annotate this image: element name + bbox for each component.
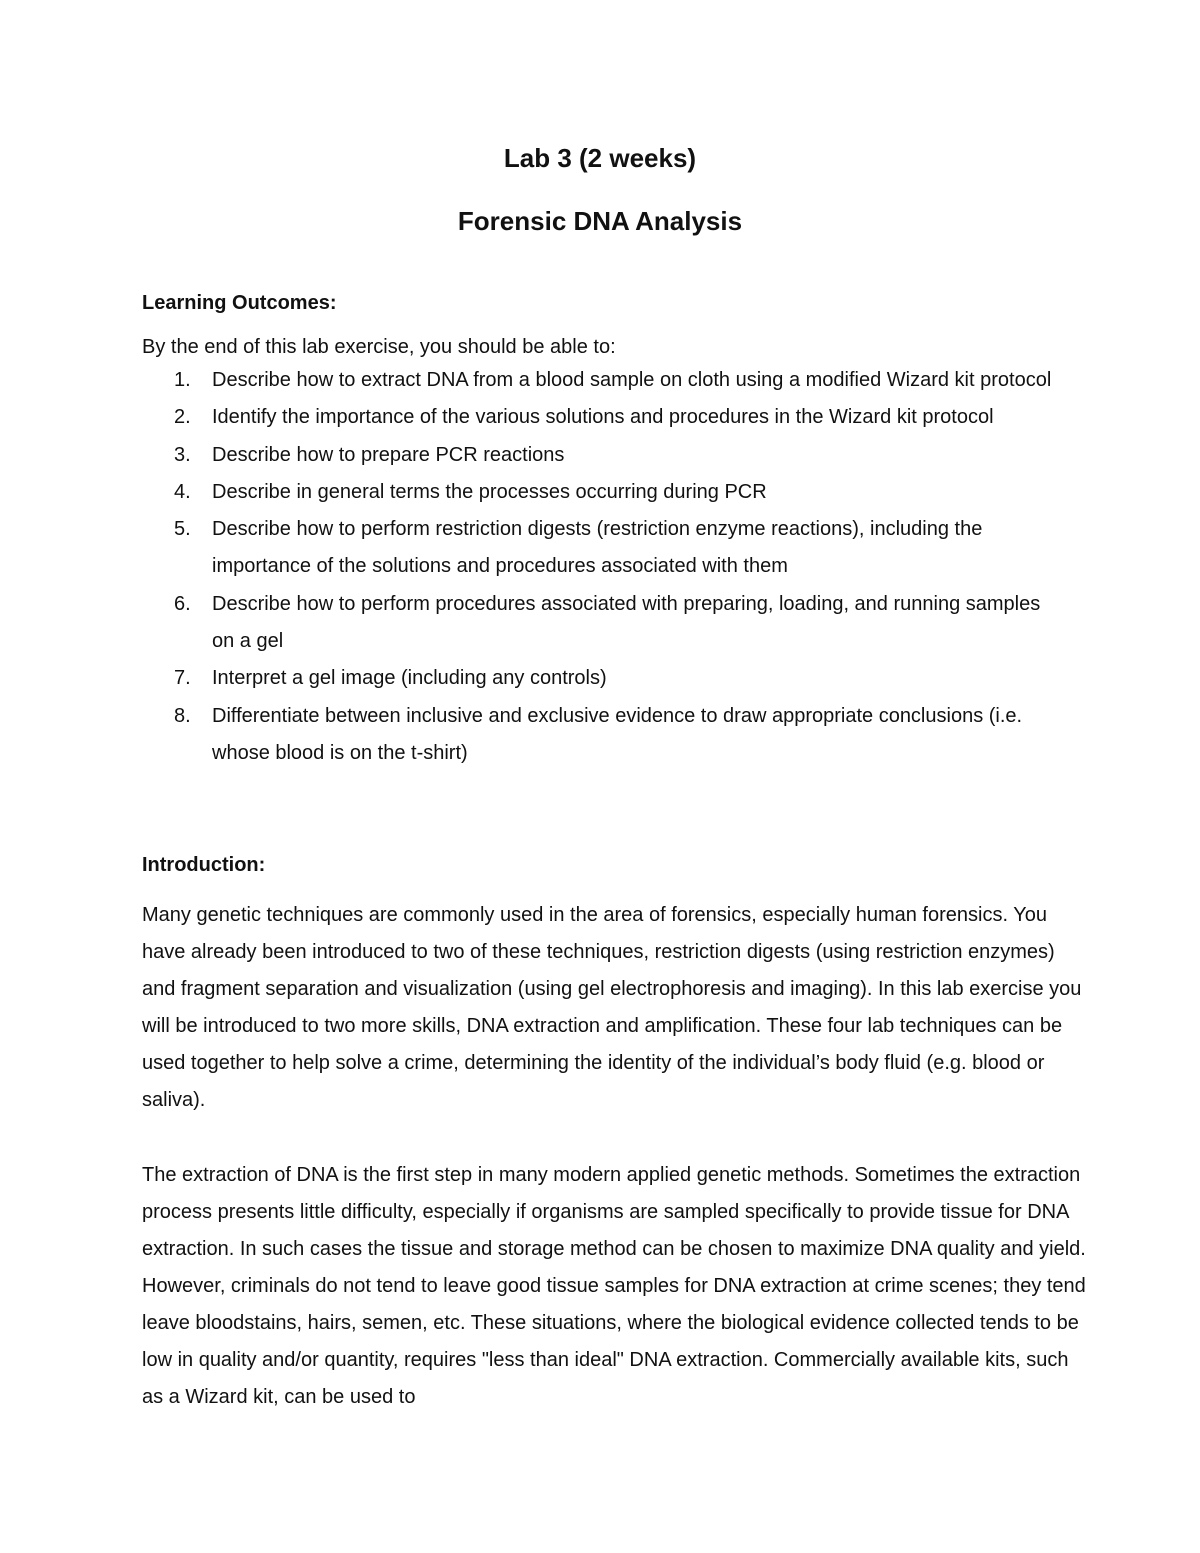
- list-item-number: 3.: [174, 443, 191, 466]
- introduction-paragraph-1: Many genetic techniques are commonly used in the area of forensics, especially human forensics. You have already been introduced to two of these techniques, restriction digests (using restriction enzymes) and fragment separation and visualization (using gel electrophoresis and imaging). In this lab exercise you will be introduced to two more skills, DNA extraction and amplification. These four lab techniques can be used together to help solve a crime, determining the identity of the individual’s body fluid (e.g. blood or saliva).: [142, 904, 1082, 1111]
- list-item-number: 8.: [174, 704, 191, 727]
- introduction-heading: Introduction:: [142, 854, 266, 876]
- learning-outcomes-list: [0, 362, 1200, 772]
- list-item: [0, 698, 1062, 773]
- list-item: [0, 586, 1062, 661]
- list-item: [0, 437, 1062, 474]
- list-item-number: 2.: [174, 406, 191, 429]
- list-item-text: Interpret a gel image (including any controls): [212, 667, 607, 690]
- list-item-text: Describe how to perform restriction digests (restriction enzyme reactions), including the importance of the solutions and procedures associated with them: [212, 518, 983, 578]
- list-item-text: Describe how to extract DNA from a blood sample on cloth using a modified Wizard kit protocol: [212, 369, 1052, 391]
- list-item-text: Differentiate between inclusive and exclusive evidence to draw appropriate conclusions (i.e. whose blood is on the t-shirt): [212, 704, 1023, 764]
- list-item-text: Describe how to prepare PCR reactions: [212, 443, 565, 466]
- learning-outcomes-intro: By the end of this lab exercise, you should be able to:: [142, 336, 616, 358]
- list-item: [0, 474, 1062, 511]
- list-item: [0, 660, 1062, 697]
- list-item-text: Identify the importance of the various solutions and procedures in the Wizard kit protocol: [212, 406, 994, 429]
- list-item: [0, 362, 1062, 399]
- learning-outcomes-heading: Learning Outcomes:: [142, 292, 337, 314]
- list-item-number: 7.: [174, 667, 191, 690]
- list-item-text: Describe in general terms the processes occurring during PCR: [212, 480, 767, 503]
- list-item-text: Describe how to perform procedures associated with preparing, loading, and running samples on a gel: [212, 592, 1041, 653]
- list-item-number: 6.: [174, 592, 191, 615]
- list-item-number: 4.: [174, 480, 191, 503]
- list-item-number: 5.: [174, 518, 191, 541]
- list-item-number: 1.: [174, 369, 191, 391]
- introduction-paragraph-2: The extraction of DNA is the first step in many modern applied genetic methods. Sometimes the extraction process presents little difficulty, especially if organisms are sampled specifically to provide tissue for DNA extraction. In such cases the tissue and storage method can be chosen to maximize DNA quality and yield. However, criminals do not tend to leave good tissue samples for DNA extraction at crime scenes; they tend leave bloodstains, hairs, semen, etc. These situations, where the biological evidence collected tends to be low in quality and/or quantity, requires "less than ideal" DNA extraction. Commercially available kits, such as a Wizard kit, can be used to: [142, 1164, 1086, 1408]
- list-item: [0, 399, 1062, 436]
- page-subtitle: Forensic DNA Analysis: [457, 206, 743, 236]
- list-item: [0, 511, 1062, 586]
- page-title: Lab 3 (2 weeks): [503, 143, 697, 173]
